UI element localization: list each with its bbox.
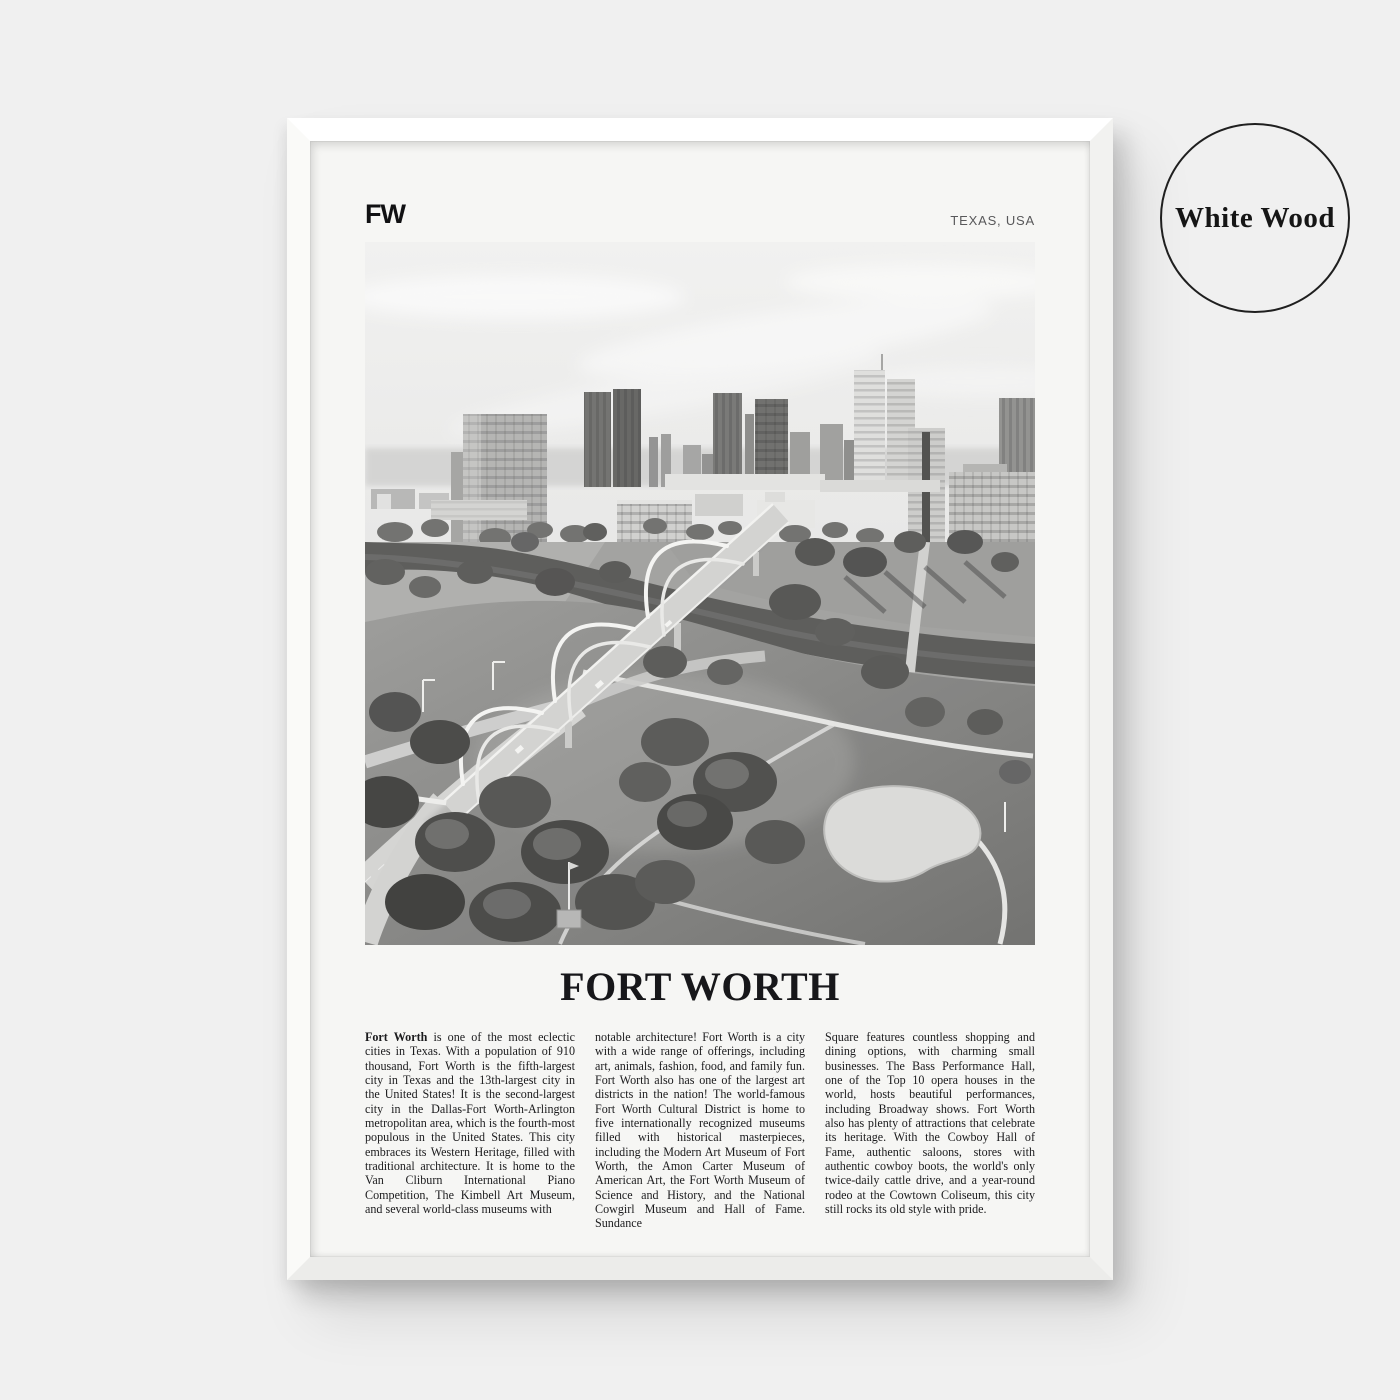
poster-header (365, 201, 1035, 228)
poster-abbreviation: FW (365, 199, 405, 229)
poster-location: TEXAS, USA (950, 212, 1035, 228)
frame-style-badge (1160, 123, 1350, 313)
poster-body (365, 1030, 1035, 1231)
body-column-1-text: is one of the most eclectic cities in Texas. With a population of 910 thousand, Fort Worth is the fifth-largest city in Texas and the 13th-largest city in the United States! It is the second-largest city in the Dallas-Fort Worth-Arlington metropolitan area, which is the fourth-most populous in the United States. This city embraces its Western Heritage, filled with traditional architecture. It is home to the Van Cliburn International Piano Competition, The Kimbell Art Museum, and several world-class museums with (365, 1030, 575, 1217)
body-lead: Fort Worth (365, 1030, 428, 1044)
body-column-1 (365, 1030, 575, 1231)
body-column-2: notable architecture! Fort Worth is a city with a wide range of offerings, including art, animals, fashion, food, and family fun. Fort Worth also has one of the largest art districts in the nation! The world-famous Fort Worth Cultural District is home to five internationally recognized museums filled with historical masterpieces, including the Modern Art Museum of Fort Worth, the Amon Carter Museum of American Art, the Fort Worth Museum of Science and History, and the National Cowgirl Museum and Hall of Fame. Sundance (595, 1030, 805, 1231)
poster (310, 141, 1090, 1257)
frame-style-label: White Wood (1175, 201, 1335, 234)
fort-worth-aerial-photo (365, 242, 1035, 945)
body-column-3: Square features countless shopping and dining options, with charming small businesses. The Bass Performance Hall, one of the Top 10 opera houses in the world, hosts beautiful performances, including Broadway shows. Fort Worth also has plenty of attractions that celebrate its heritage. With the Cowboy Hall of Fame, authentic saloons, stores with authentic cowboy boots, the world's only twice-daily cattle drive, and a year-round rodeo at the Cowtown Coliseum, this city still rocks its old style with pride. (825, 1030, 1035, 1217)
poster-title: FORT WORTH (560, 964, 840, 1009)
poster-frame (287, 118, 1113, 1280)
fort-worth-skyline-illustration (365, 242, 1035, 945)
